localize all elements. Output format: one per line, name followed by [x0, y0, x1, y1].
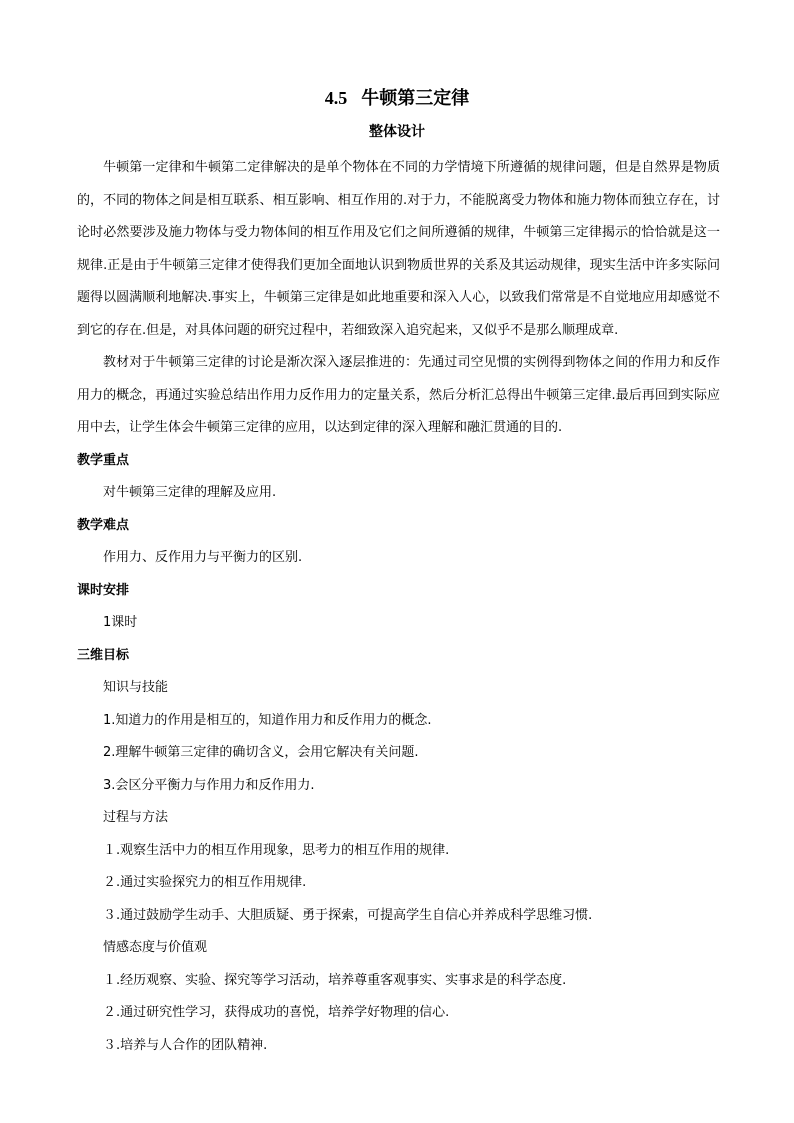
key-points-text: 对牛顿第三定律的理解及应用.: [103, 485, 277, 500]
objective-knowledge-item: 1.知道力的作用是相互的，知道作用力和反作用力的概念.: [103, 712, 432, 728]
objective-process-item: ２.通过实验探究力的相互作用规律.: [103, 875, 307, 890]
document-body: [77, 152, 720, 1062]
heading-objectives: 三维目标: [77, 647, 130, 663]
objective-knowledge-item: 3.会区分平衡力与作用力和反作用力.: [103, 777, 315, 793]
schedule-text: 1课时: [103, 615, 138, 630]
objective-process-label: 过程与方法: [103, 810, 169, 825]
difficulties-text: 作用力、反作用力与平衡力的区别.: [103, 550, 303, 565]
objective-emotion-item: ３.培养与人合作的团队精神.: [103, 1037, 268, 1053]
objective-process-item: ３.通过鼓励学生动手、大胆质疑、勇于探索，可提高学生自信心并养成科学思维习惯.: [103, 907, 593, 923]
document-subtitle: 整体设计: [369, 124, 425, 140]
document-title: [0, 86, 794, 111]
heading-key-points: 教学重点: [77, 452, 130, 468]
heading-schedule: 课时安排: [77, 582, 130, 598]
objective-emotion-item: １.经历观察、实验、探究等学习活动，培养尊重客观事实、实事求是的科学态度.: [103, 972, 567, 988]
heading-difficulties: 教学难点: [77, 517, 130, 533]
objective-knowledge-label: 知识与技能: [103, 680, 169, 695]
objective-process-item: １.观察生活中力的相互作用现象，思考力的相互作用的规律.: [103, 842, 450, 858]
objective-knowledge-item: 2.理解牛顿第三定律的确切含义，会用它解决有关问题.: [103, 745, 419, 760]
paragraph-intro: 牛顿第一定律和牛顿第二定律解决的是单个物体在不同的力学情境下所遵循的规律问题，但是自然界是物质的，不同的物体之间是相互联系、相互影响、相互作用的.对于力，不能脱离受力物体和施力物体而独立存在，讨论时必然要涉及施力物体与受力物体间的相互作用及它们之间所遵循的规律，牛顿第三定律揭示的恰恰就是这一规律.正是由于牛顿第三定律才使得我们更加全面地认识到物质世界的关系及其运动规律，现实生活中许多实际问题得以圆满顺利地解决.事实上，牛顿第三定律是如此地重要和深入人心，以致我们常常是不自觉地应用却感觉不到它的存在.但是，对具体问题的研究过程中，若细致深入追究起来，又似乎不是那么顺理成章.: [77, 160, 720, 338]
section-number: 4.5: [324, 88, 348, 108]
objective-emotion-label: 情感态度与价值观: [103, 940, 208, 955]
section-title: 牛顿第三定律: [361, 88, 470, 109]
paragraph-textbook: 教材对于牛顿第三定律的讨论是渐次深入逐层推进的：先通过司空见惯的实例得到物体之间的作用力和反作用力的概念，再通过实验总结出作用力反作用力的定量关系，然后分析汇总得出牛顿第三定律.最后再回到实际应用中去，让学生体会牛顿第三定律的应用，以达到定律的深入理解和融汇贯通的目的.: [77, 355, 720, 435]
objective-emotion-item: ２.通过研究性学习，获得成功的喜悦，培养学好物理的信心.: [103, 1005, 450, 1020]
